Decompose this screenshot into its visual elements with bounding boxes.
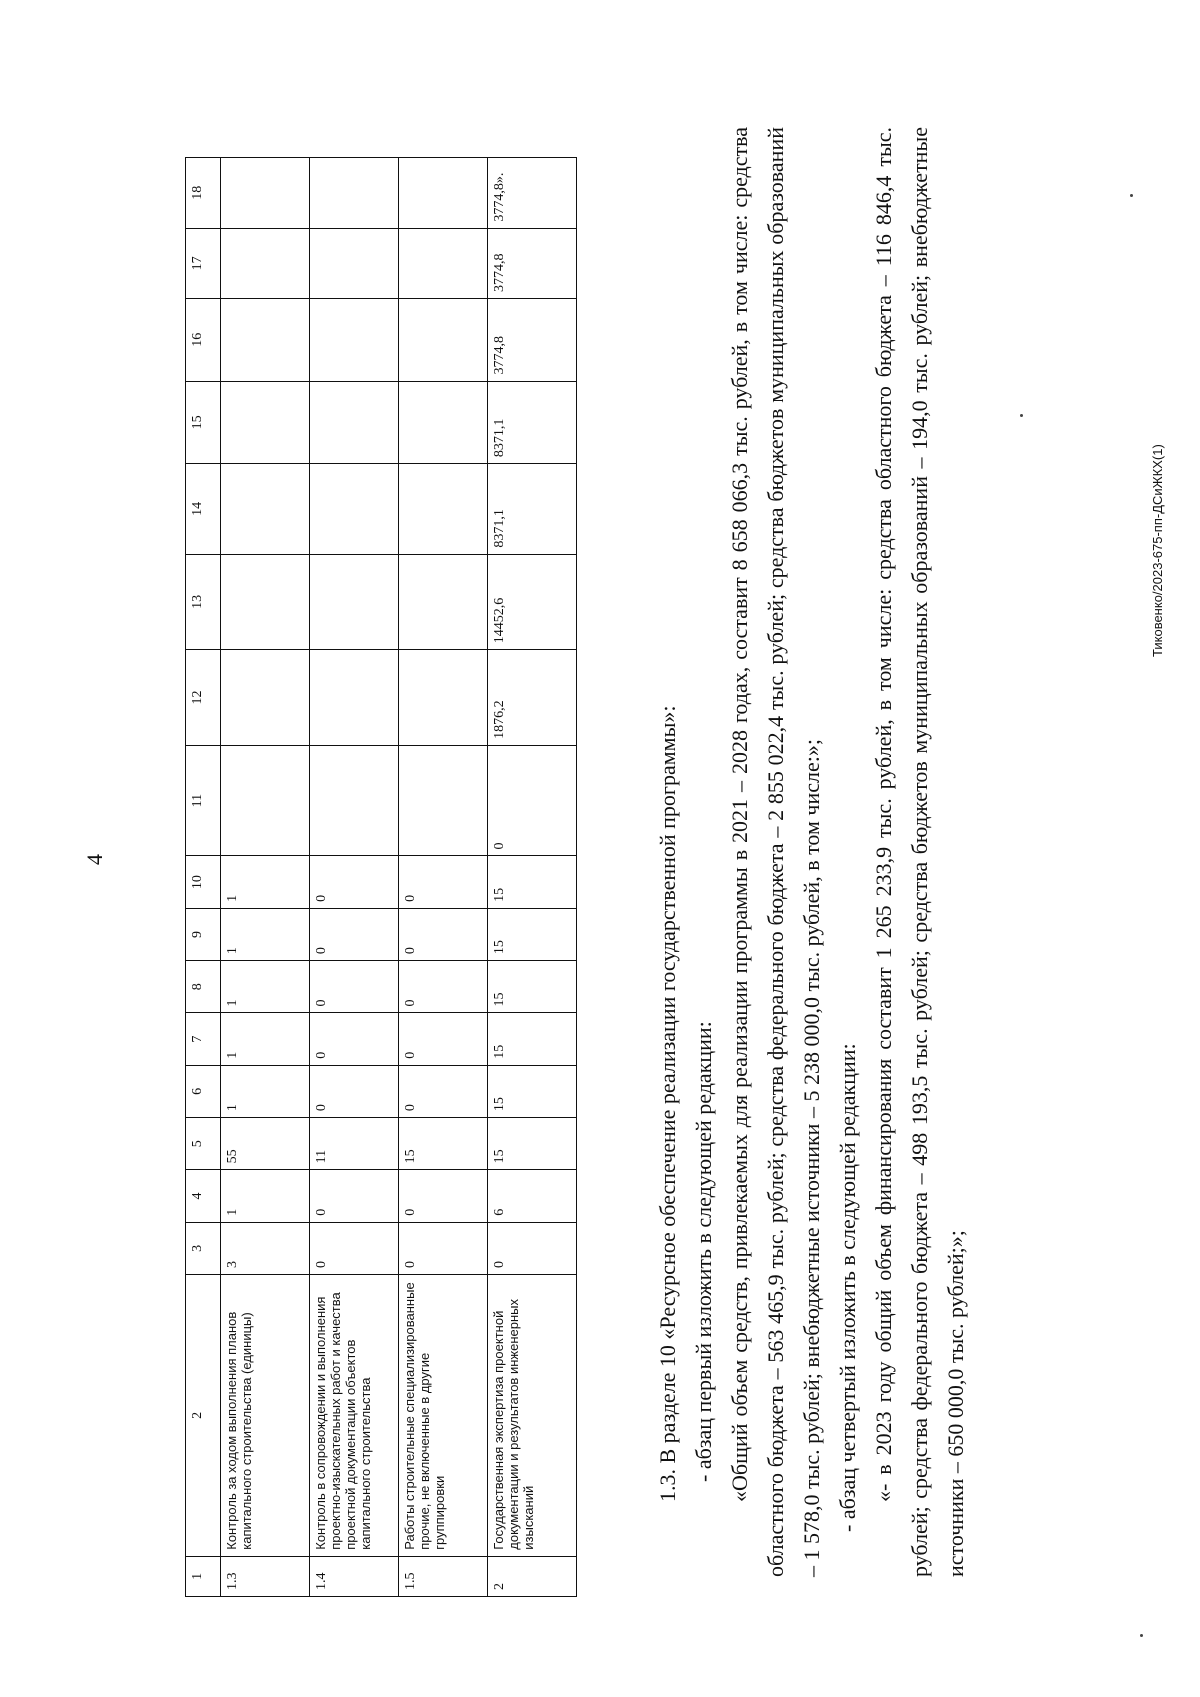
- column-number-cell: 9: [186, 908, 221, 960]
- value-cell: 14452,6: [488, 554, 577, 650]
- value-cell: [310, 464, 399, 555]
- value-cell: 0: [399, 908, 488, 960]
- table-row: [310, 158, 399, 1597]
- column-number-cell: 14: [186, 464, 221, 555]
- instruction-line: - абзац четвертый изложить в следующей редакции:: [835, 1043, 860, 1532]
- table-row: [488, 158, 577, 1597]
- value-cell: 0: [310, 1065, 399, 1117]
- data-table: [185, 157, 577, 1597]
- value-cell: [221, 745, 310, 856]
- indicator-name-cell: Контроль за ходом выполнения планов капитального строительства (единицы): [221, 1275, 310, 1557]
- value-cell: [310, 554, 399, 650]
- value-cell: 0: [310, 908, 399, 960]
- value-cell: 15: [488, 1065, 577, 1117]
- value-cell: 1: [221, 1170, 310, 1222]
- table-row: [399, 158, 488, 1597]
- quoted-paragraph: «Общий объем средств, привлекаемых для реализации программы в 2021 – 2028 годах, составит 8 658 066,3 тыс. рублей, в том числе: средства областного бюджета – 563 465,9 тыс. рублей; средства федерального бюджета – 2 855 022,4 тыс. рублей; средства бюджетов муниципальных образований – 1 578,0 тыс. рублей; внебюджетные источники – 5 238 000,0 тыс. рублей, в том числе:»;: [727, 127, 824, 1577]
- amendment-text: [650, 127, 974, 1577]
- value-cell: 0: [399, 1065, 488, 1117]
- column-number-cell: 10: [186, 856, 221, 908]
- value-cell: 15: [488, 1118, 577, 1170]
- value-cell: [221, 554, 310, 650]
- page-number: 4: [82, 854, 107, 865]
- column-number-cell: 4: [186, 1170, 221, 1222]
- column-number-cell: 3: [186, 1222, 221, 1274]
- value-cell: [221, 299, 310, 382]
- scan-speck: [1020, 414, 1023, 417]
- value-cell: 8371,1: [488, 381, 577, 464]
- value-cell: 0: [399, 961, 488, 1013]
- value-cell: [399, 228, 488, 298]
- value-cell: 2: [488, 1556, 577, 1596]
- value-cell: [399, 381, 488, 464]
- value-cell: [221, 228, 310, 298]
- scan-speck: [1130, 194, 1133, 197]
- value-cell: 3774,8: [488, 228, 577, 298]
- value-cell: 1.5: [399, 1556, 488, 1596]
- value-cell: 0: [399, 1170, 488, 1222]
- value-cell: [221, 158, 310, 229]
- value-cell: [310, 228, 399, 298]
- quoted-paragraph: «- в 2023 году общий объем финансирования составит 1 265 233,9 тыс. рублей, в том числе: средства областного бюджета – 116 846,4 тыс. рублей; средства федерального бюджета – 498 193,5 тыс. рублей; средства бюджетов муниципальных образований – 194,0 тыс. рублей; внебюджетные источники – 650 000,0 тыс. рублей;»;: [871, 127, 968, 1577]
- value-cell: 1.3: [221, 1556, 310, 1596]
- indicator-name-cell: Контроль в сопровождении и выполнения проектно-изыскательных работ и качества проектной документации объектов капитального строительства: [310, 1275, 399, 1557]
- value-cell: 0: [399, 1222, 488, 1274]
- value-cell: 0: [310, 1222, 399, 1274]
- value-cell: 0: [310, 856, 399, 908]
- value-cell: 0: [488, 1222, 577, 1274]
- value-cell: 0: [310, 1170, 399, 1222]
- value-cell: 15: [488, 856, 577, 908]
- column-number-cell: 8: [186, 961, 221, 1013]
- value-cell: [221, 381, 310, 464]
- value-cell: [399, 745, 488, 856]
- value-cell: [399, 158, 488, 229]
- value-cell: [221, 464, 310, 555]
- value-cell: 0: [399, 856, 488, 908]
- table-header-row: [186, 158, 221, 1597]
- indicator-name-cell: Работы строительные специализированные прочие, не включенные в другие группировки: [399, 1275, 488, 1557]
- value-cell: 1.4: [310, 1556, 399, 1596]
- value-cell: [310, 158, 399, 229]
- column-number-cell: 17: [186, 228, 221, 298]
- column-number-cell: 7: [186, 1013, 221, 1065]
- value-cell: 3774,8».: [488, 158, 577, 229]
- value-cell: 11: [310, 1118, 399, 1170]
- value-cell: 1: [221, 1065, 310, 1117]
- value-cell: [310, 745, 399, 856]
- column-number-cell: 5: [186, 1118, 221, 1170]
- value-cell: [221, 650, 310, 746]
- value-cell: 15: [399, 1118, 488, 1170]
- value-cell: [310, 650, 399, 746]
- column-number-cell: 12: [186, 650, 221, 746]
- value-cell: 0: [399, 1013, 488, 1065]
- column-number-cell: 13: [186, 554, 221, 650]
- column-number-cell: 6: [186, 1065, 221, 1117]
- column-number-cell: 15: [186, 381, 221, 464]
- value-cell: 15: [488, 908, 577, 960]
- column-number-cell: 1: [186, 1556, 221, 1596]
- value-cell: [399, 650, 488, 746]
- column-number-cell: 11: [186, 745, 221, 856]
- scan-speck: [1140, 1634, 1143, 1637]
- document-id: Тиковенко/2023-675-пп-ДСиЖКХ(1): [1150, 444, 1165, 657]
- column-number-cell: 16: [186, 299, 221, 382]
- value-cell: 1: [221, 1013, 310, 1065]
- value-cell: 8371,1: [488, 464, 577, 555]
- value-cell: 15: [488, 961, 577, 1013]
- value-cell: 3: [221, 1222, 310, 1274]
- value-cell: 6: [488, 1170, 577, 1222]
- value-cell: 0: [310, 1013, 399, 1065]
- value-cell: 0: [488, 745, 577, 856]
- column-number-cell: 18: [186, 158, 221, 229]
- value-cell: 1876,2: [488, 650, 577, 746]
- value-cell: [310, 299, 399, 382]
- value-cell: 55: [221, 1118, 310, 1170]
- instruction-line: - абзац первый изложить в следующей редакции:: [691, 1021, 716, 1482]
- value-cell: [310, 381, 399, 464]
- value-cell: [399, 554, 488, 650]
- value-cell: 1: [221, 908, 310, 960]
- value-cell: 15: [488, 1013, 577, 1065]
- value-cell: [399, 464, 488, 555]
- value-cell: 0: [310, 961, 399, 1013]
- value-cell: 3774,8: [488, 299, 577, 382]
- section-heading: 1.3. В разделе 10 «Ресурсное обеспечение реализации государственной программы»:: [655, 705, 680, 1502]
- indicator-name-cell: Государственная экспертиза проектной документации и результатов инженерных изысканий: [488, 1275, 577, 1557]
- value-cell: 1: [221, 856, 310, 908]
- column-number-cell: 2: [186, 1275, 221, 1557]
- table-row: [221, 158, 310, 1597]
- value-cell: 1: [221, 961, 310, 1013]
- value-cell: [399, 299, 488, 382]
